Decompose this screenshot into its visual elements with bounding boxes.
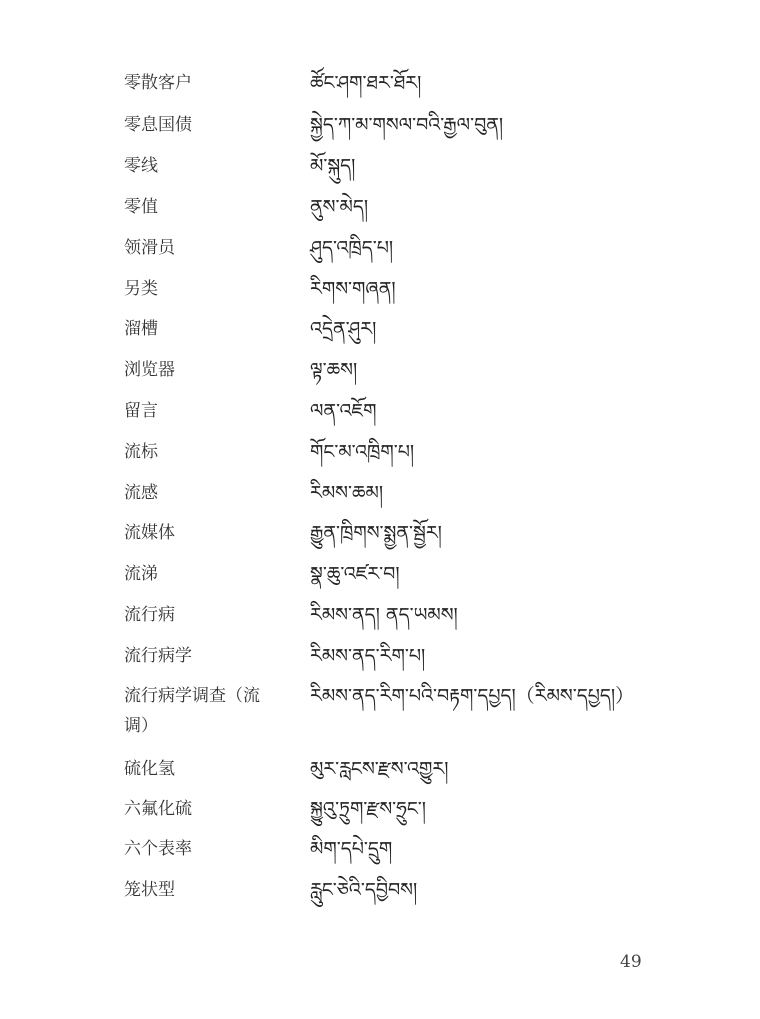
chinese-term: 另类 [124, 279, 158, 299]
tibetan-term: རྒྱུན་ཁྲིགས་སྨྱན་སྦྱོར། [310, 522, 442, 544]
tibetan-term: སྐྱེད་ཀ་མ་གསལ་བའི་རྒྱལ་བུན། [310, 114, 504, 136]
chinese-term: 硫化氢 [124, 759, 175, 779]
chinese-term: 零线 [124, 156, 158, 176]
chinese-term: 浏览器 [124, 360, 175, 380]
tibetan-term: སྣ་ཆུ་འཛར་བ། [310, 563, 400, 585]
tibetan-term: མིག་དཔེ་དྲུག [310, 838, 393, 860]
chinese-term: 六氟化硫 [124, 799, 192, 819]
chinese-term: 六个表率 [124, 839, 192, 859]
tibetan-term: ཤུད་འཁྲིད་པ། [310, 237, 394, 259]
chinese-term: 零息国债 [124, 115, 192, 135]
tibetan-term: མུར་རླངས་རྫས་འགྱུར། [310, 758, 449, 780]
tibetan-term: རིམས་ནད་རིག་པ། [310, 645, 426, 667]
chinese-term: 流媒体 [124, 523, 175, 543]
tibetan-term: རིགས་གཞན། [310, 278, 396, 300]
chinese-term: 零散客户 [124, 73, 192, 93]
chinese-term: 溜槽 [124, 319, 158, 339]
chinese-term: 领滑员 [124, 238, 175, 258]
tibetan-term: ལྟ་ཆས། [310, 359, 358, 381]
tibetan-term: རླུང་ཅེའི་དབྱིབས། [310, 879, 418, 901]
tibetan-term: ལན་འཇོག [310, 400, 377, 422]
tibetan-term: གོང་མ་འཁྲིག་པ། [310, 441, 415, 463]
chinese-term: 零值 [124, 197, 158, 217]
chinese-term: 笼状型 [124, 880, 175, 900]
chinese-term: 流涕 [124, 564, 158, 584]
tibetan-term: མོ་སྐུད། [310, 155, 356, 177]
tibetan-term: ཚོང་ཤག་ཐར་ཐོར། [310, 72, 422, 94]
chinese-term: 流行病 [124, 605, 175, 625]
tibetan-term: རིམས་ནད། ནད་ཡམས། [310, 604, 458, 626]
tibetan-term: རིམས་ཆམ། [310, 482, 384, 504]
chinese-term: 流标 [124, 442, 158, 462]
tibetan-term: འདྲེན་ཤུར། [310, 318, 377, 340]
page-number: 49 [620, 952, 642, 972]
chinese-term: 留言 [124, 401, 158, 421]
chinese-term: 流行病学 [124, 646, 192, 666]
chinese-term: 流行病学调查（流调） [124, 686, 260, 736]
chinese-term: 流感 [124, 483, 158, 503]
tibetan-term: རིམས་ནད་རིག་པའི་བརྟག་དཔྱད།（རིམས་དཔྱད།） [310, 685, 635, 707]
tibetan-term: ནུས་མེད། [310, 196, 369, 218]
tibetan-term: སྐྱུའུ་ཏྲུག་རྫས་ཧྲུང་། [310, 798, 426, 820]
